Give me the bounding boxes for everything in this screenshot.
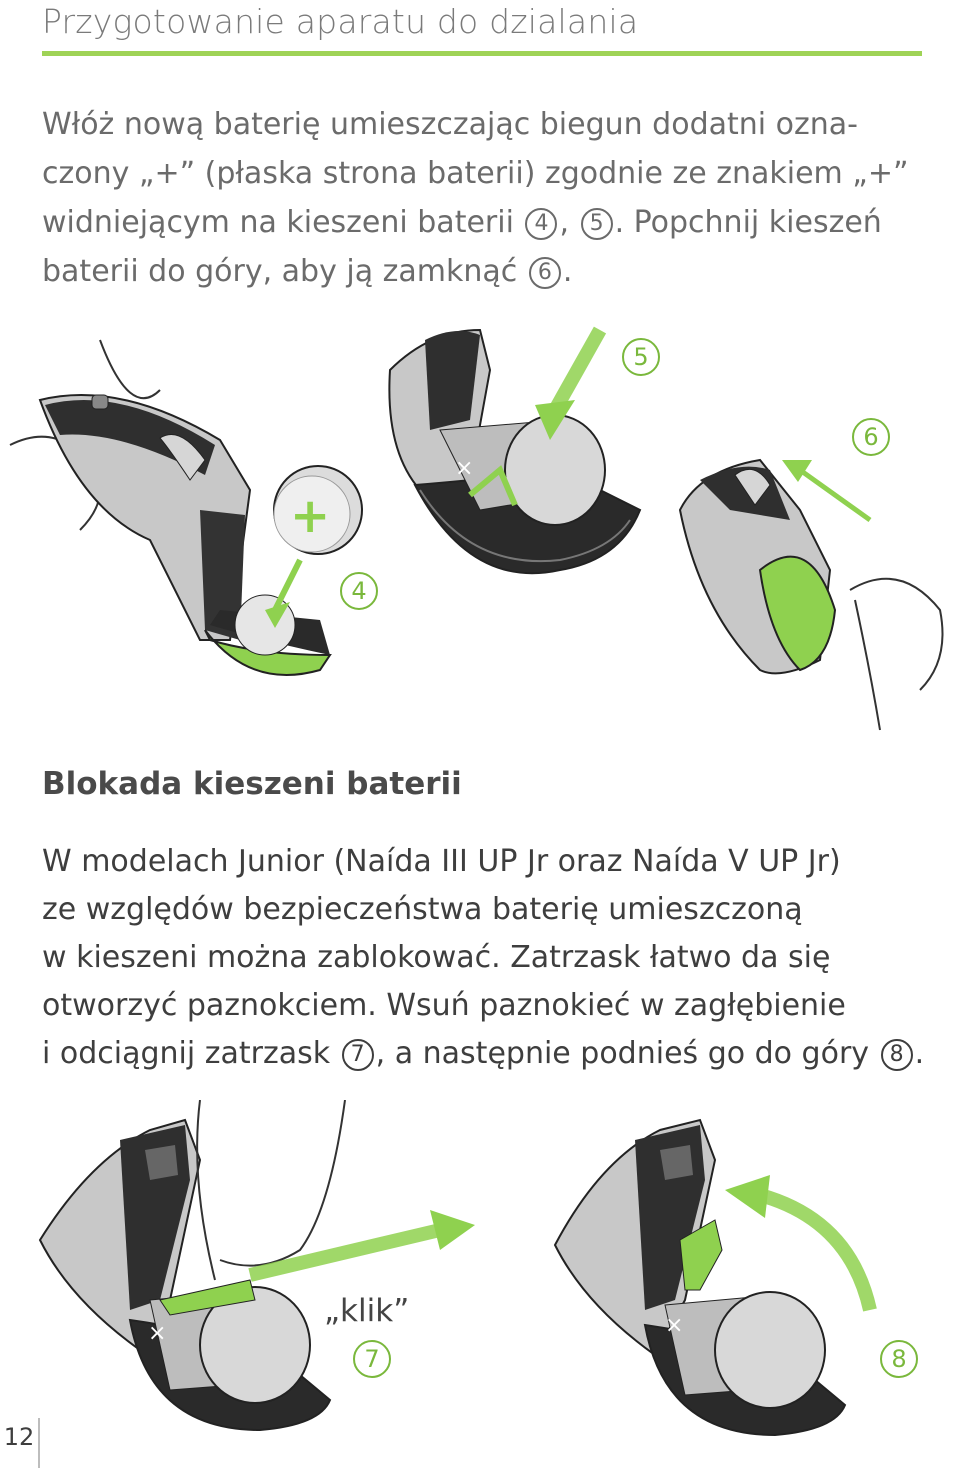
minus-mark-left: × [148,1321,167,1346]
callout-5: 5 [622,338,660,376]
lock-line-5 [42,1030,942,1078]
finger-outline-right [850,579,943,730]
intro-line-4-tail: . [562,254,573,289]
page-number-divider [38,1418,40,1468]
intro-line-3-tail: . Popchnij kieszeń [614,205,882,240]
hearing-aid-latch-right [555,1120,845,1435]
section-heading: Blokada kieszeni baterii [42,766,462,802]
callout-8: 8 [880,1340,918,1378]
arrow-insert-battery [275,560,300,610]
header-divider [42,51,922,56]
arrow-press-battery [555,330,600,410]
lock-instructions-paragraph [42,838,942,1078]
step-7-ref: 7 [342,1039,374,1071]
intro-line-3 [42,198,932,247]
intro-line-3-text: widniejącym na kieszeni baterii [42,205,514,240]
lock-line-4: otworzyć paznokciem. Wsuń paznokieć w zagłębienie [42,988,846,1023]
arrow-close-pocket [800,470,870,520]
hearing-aid-right [680,460,835,673]
lock-line-5-middle: , a następnie podnieś go do góry [375,1036,870,1071]
minus-mark-middle: × [455,456,474,481]
callout-7: 7 [353,1340,391,1378]
step-8-ref: 8 [881,1039,913,1071]
battery-lock-illustration [0,1100,960,1468]
hearing-aid-middle [389,330,640,573]
arrow-pull-latch [250,1230,440,1275]
intro-line-2: czony „+” (płaska strona baterii) zgodnie ze znakiem „+” [42,156,909,191]
lock-line-5-text: i odciągnij zatrzask [42,1036,331,1071]
battery-insertion-illustration [0,310,960,740]
step-6-ref: 6 [529,257,561,289]
minus-mark-right: × [665,1313,684,1338]
intro-line-1: Włóż nową baterię umieszczając biegun dodatni ozna- [42,107,858,142]
callout-4: 4 [340,572,378,610]
hearing-aid-latch-left [40,1120,330,1430]
lock-line-1: W modelach Junior (Naída III UP Jr oraz Naída V UP Jr) [42,844,841,879]
page-number: 12 [3,1423,35,1451]
page-title: Przygotowanie aparatu do dzialania [42,2,639,41]
click-sound-label: „klik” [324,1293,410,1329]
intro-paragraph [42,100,932,296]
intro-line-4-text: baterii do góry, aby ją zamknąć [42,254,518,289]
lock-line-5-tail: . [914,1036,925,1071]
step-5-ref: 5 [581,208,613,240]
step-4-ref: 4 [525,208,557,240]
intro-line-4 [42,247,932,296]
intro-line-3-separator: , [559,205,570,240]
battery-plus-sign: + [290,488,331,544]
lock-line-2: ze względów bezpieczeństwa baterię umieszczoną [42,892,803,927]
battery-coin [274,466,362,554]
lock-line-3: w kieszeni można zablokować. Zatrzask łatwo da się [42,940,831,975]
callout-6: 6 [852,418,890,456]
